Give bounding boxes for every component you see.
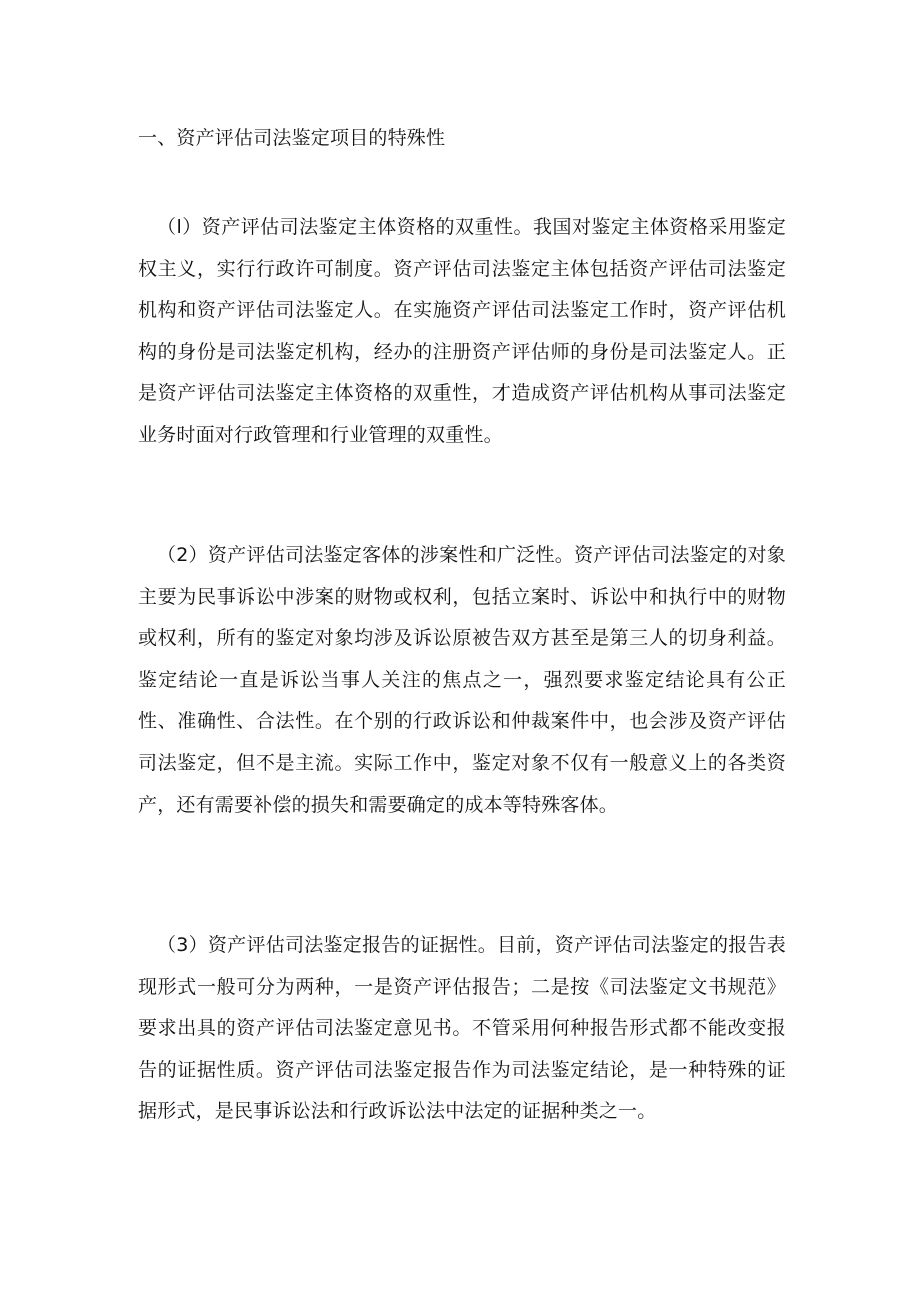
paragraph-report-evidence: （3）资产评估司法鉴定报告的证据性。目前，资产评估司法鉴定的报告表现形式一般可分为两种，一是资产评估报告；二是按《司法鉴定文书规范》要求出具的资产评估司法鉴定意见书。不管采用何种报告形式都不能改变报告的证据性质。资产评估司法鉴定报告作为司法鉴定结论，是一种特殊的证据形式，是民事诉讼法和行政诉讼法中法定的证据种类之一。	[138, 934, 786, 1123]
section-heading: 一、资产评估司法鉴定项目的特殊性	[138, 127, 446, 149]
paragraph-object-scope: （2）资产评估司法鉴定客体的涉案性和广泛性。资产评估司法鉴定的对象主要为民事诉讼中涉案的财物或权利，包括立案时、诉讼中和执行中的财物或权利，所有的鉴定对象均涉及诉讼原被告双方甚至是第三人的切身利益。鉴定结论一直是诉讼当事人关注的焦点之一，强烈要求鉴定结论具有公正性、准确性、合法性。在个别的行政诉讼和仲裁案件中，也会涉及资产评估司法鉴定，但不是主流。实际工作中，鉴定对象不仅有一般意义上的各类资产，还有需要补偿的损失和需要确定的成本等特殊客体。	[138, 544, 786, 816]
paragraph-subject-qualification: （l）资产评估司法鉴定主体资格的双重性。我国对鉴定主体资格采用鉴定权主义，实行行政许可制度。资产评估司法鉴定主体包括资产评估司法鉴定机构和资产评估司法鉴定人。在实施资产评估司法鉴定工作时，资产评估机构的身份是司法鉴定机构，经办的注册资产评估师的身份是司法鉴定人。正是资产评估司法鉴定主体资格的双重性，才造成资产评估机构从事司法鉴定业务时面对行政管理和行业管理的双重性。	[138, 216, 786, 446]
